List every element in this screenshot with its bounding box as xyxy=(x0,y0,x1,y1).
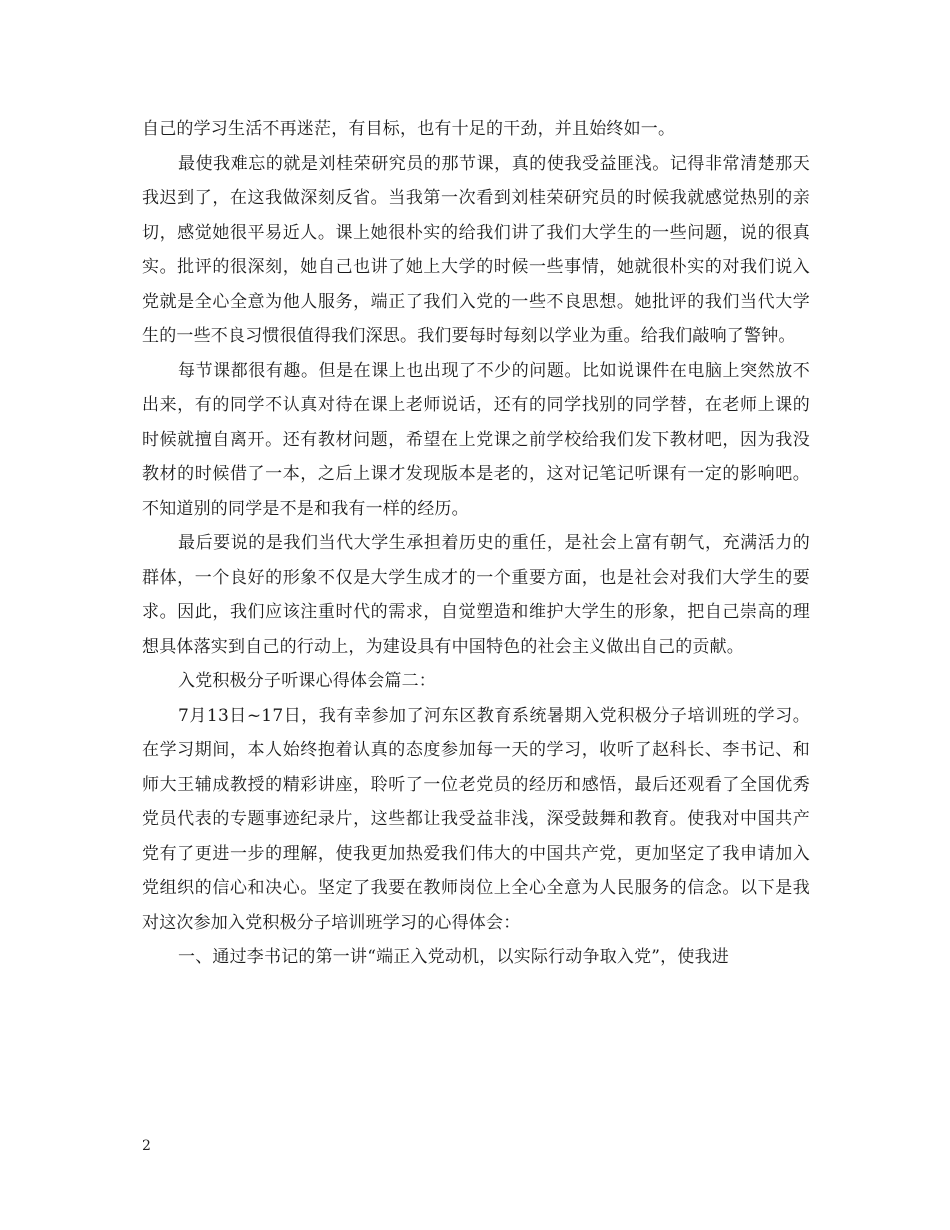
section-heading: 入党积极分子听课心得体会篇二： xyxy=(178,671,436,691)
page-number: 2 xyxy=(142,1138,151,1154)
paragraph-3: 每节课都很有趣。但是在课上也出现了不少的问题。比如说课件在电脑上突然放不出来，有的同学不认真对待在课上老师说话，还有的同学找别的同学替，在老师上课的时候就擅自离开。还有教材问题，希望在上党课之前学校给我们发下教材吧，因为我没教材的时候借了一本，之后上课才发现版本是老的，这对记笔记听课有一定的影响吧。不知道别的同学是不是和我有一样的经历。 xyxy=(142,360,810,519)
paragraph-4: 最后要说的是我们当代大学生承担着历史的重任，是社会上富有朝气，充满活力的群体，一个良好的形象不仅是大学生成才的一个重要方面，也是社会对我们大学生的要求。因此，我们应该注重时代的需求，自觉塑造和维护大学生的形象，把自己崇高的理想具体落实到自己的行动上，为建设具有中国特色的社会主义做出自己的贡献。 xyxy=(142,533,810,657)
paragraph-6: 一、通过李书记的第一讲“端正入党动机，以实际行动争取入党”，使我进 xyxy=(178,947,729,967)
paragraph-1: 自己的学习生活不再迷茫，有目标，也有十足的干劲，并且始终如一。 xyxy=(142,119,676,139)
document-body xyxy=(142,112,810,975)
paragraph-5: 7月13日~17日，我有幸参加了河东区教育系统暑期入党积极分子培训班的学习。在学习期间，本人始终抱着认真的态度参加每一天的学习，收听了赵科长、李书记、和师大王辅成教授的精彩讲座，聆听了一位老党员的经历和感悟，最后还观看了全国优秀党员代表的专题事迹纪录片，这些都让我受益非浅，深受鼓舞和教育。使我对中国共产党有了更进一步的理解，使我更加热爱我们伟大的中国共产党，更加坚定了我申请加入党组织的信心和决心。坚定了我要在教师岗位上全心全意为人民服务的信念。以下是我对这次参加入党积极分子培训班学习的心得体会： xyxy=(142,705,810,933)
paragraph-2: 最使我难忘的就是刘桂荣研究员的那节课，真的使我受益匪浅。记得非常清楚那天我迟到了，在这我做深刻反省。当我第一次看到刘桂荣研究员的时候我就感觉热别的亲切，感觉她很平易近人。课上她很朴实的给我们讲了我们大学生的一些问题，说的很真实。批评的很深刻，她自己也讲了她上大学的时候一些事情，她就很朴实的对我们说入党就是全心全意为他人服务，端正了我们入党的一些不良思想。她批评的我们当代大学生的一些不良习惯很值得我们深思。我们要每时每刻以学业为重。给我们敲响了警钟。 xyxy=(142,153,810,346)
